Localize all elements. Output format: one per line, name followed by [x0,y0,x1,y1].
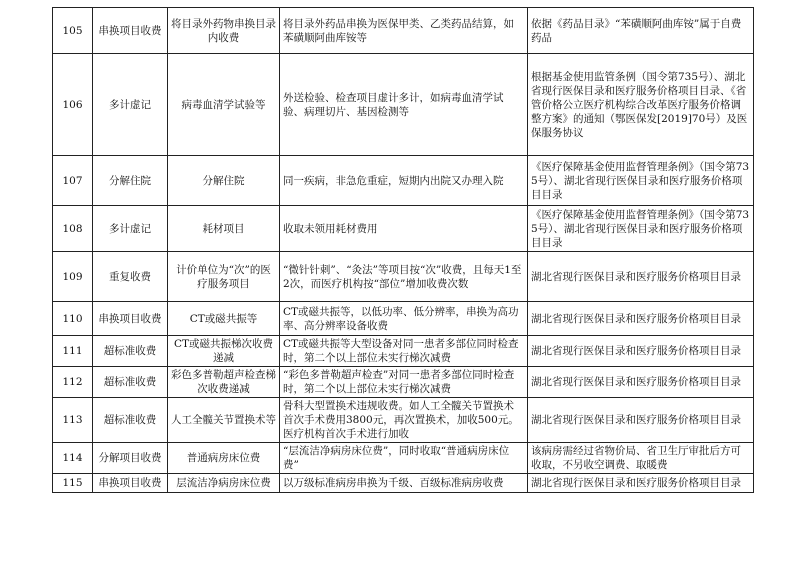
violation-description: CT或磁共振等大型设备对同一患者多部位同时检查时，第二个以上部位未实行梯次减费 [280,336,528,367]
violation-item: 分解住院 [168,156,280,206]
table-row [53,398,754,443]
table-row [53,8,754,54]
violation-item: 耗材项目 [168,206,280,252]
violation-item: 计价单位为“次”的医疗服务项目 [168,252,280,302]
table-row [53,156,754,206]
regulatory-basis: 根据基金使用监管条例（国令第735号）、湖北省现行医保目录和医疗服务价格项目目录、《省管价格公立医疗机构综合改革医疗服务价格调整方案》的通知（鄂医保发[2019]70号）及医保服务协议 [528,54,754,156]
regulatory-basis: 《医疗保障基金使用监督管理条例》（国令第735号）、湖北省现行医保目录和医疗服务价格项目目录 [528,156,754,206]
violation-description: “微针针刺”、“灸法”等项目按“次”收费，且每天1至2次，而医疗机构按“部位”增加收费次数 [280,252,528,302]
row-number: 115 [53,474,93,493]
regulatory-basis: 湖北省现行医保目录和医疗服务价格项目目录 [528,302,754,336]
violation-type: 超标准收费 [93,398,168,443]
regulatory-basis: 湖北省现行医保目录和医疗服务价格项目目录 [528,336,754,367]
fee-violation-table-page [52,7,753,493]
violation-description: CT或磁共振等，以低功率、低分辨率，串换为高功率、高分辨率设备收费 [280,302,528,336]
regulatory-basis: 湖北省现行医保目录和医疗服务价格项目目录 [528,367,754,398]
violation-type: 分解住院 [93,156,168,206]
violation-type: 多计虚记 [93,54,168,156]
row-number: 112 [53,367,93,398]
row-number: 111 [53,336,93,367]
violation-description: 同一疾病，非急危重症，短期内出院又办理入院 [280,156,528,206]
row-number: 108 [53,206,93,252]
row-number: 109 [53,252,93,302]
violation-item: 彩色多普勒超声检查梯次收费递减 [168,367,280,398]
regulatory-basis: 湖北省现行医保目录和医疗服务价格项目目录 [528,252,754,302]
row-number: 105 [53,8,93,54]
table-row [53,474,754,493]
violation-type: 串换项目收费 [93,302,168,336]
violation-type: 多计虚记 [93,206,168,252]
violation-description: 收取未领用耗材费用 [280,206,528,252]
violation-description: 将目录外药品串换为医保甲类、乙类药品结算，如苯磺顺阿曲库铵等 [280,8,528,54]
table-row [53,443,754,474]
row-number: 106 [53,54,93,156]
violation-type: 重复收费 [93,252,168,302]
violation-description: “层流洁净病房床位费”，同时收取“普通病房床位费” [280,443,528,474]
table-row [53,302,754,336]
regulatory-basis: 湖北省现行医保目录和医疗服务价格项目目录 [528,398,754,443]
regulatory-basis: 依据《药品目录》“苯磺顺阿曲库铵”属于自费药品 [528,8,754,54]
violation-description: “彩色多普勒超声检查”对同一患者多部位同时检查时，第二个以上部位未实行梯次减费 [280,367,528,398]
violation-type: 串换项目收费 [93,8,168,54]
table-row [53,336,754,367]
row-number: 114 [53,443,93,474]
violation-description: 以万级标准病房串换为千级、百级标准病房收费 [280,474,528,493]
violation-item: 将目录外药物串换目录内收费 [168,8,280,54]
table-row [53,206,754,252]
regulatory-basis: 《医疗保障基金使用监督管理条例》（国令第735号）、湖北省现行医保目录和医疗服务价格项目目录 [528,206,754,252]
regulatory-basis: 该病房需经过省物价局、省卫生厅审批后方可收取，不另收空调费、取暖费 [528,443,754,474]
violation-type: 超标准收费 [93,336,168,367]
row-number: 110 [53,302,93,336]
violation-item: CT或磁共振梯次收费递减 [168,336,280,367]
violation-item: 病毒血清学试验等 [168,54,280,156]
violation-item: 人工全髋关节置换术等 [168,398,280,443]
violation-type: 分解项目收费 [93,443,168,474]
regulatory-basis: 湖北省现行医保目录和医疗服务价格项目目录 [528,474,754,493]
violation-item: 普通病房床位费 [168,443,280,474]
violation-item: 层流洁净病房床位费 [168,474,280,493]
violation-description: 外送检验、检查项目虚计多计，如病毒血清学试验、病理切片、基因检测等 [280,54,528,156]
violation-item: CT或磁共振等 [168,302,280,336]
fee-violation-table [52,7,754,493]
table-row [53,367,754,398]
row-number: 107 [53,156,93,206]
violation-type: 超标准收费 [93,367,168,398]
table-row [53,252,754,302]
violation-description: 骨科大型置换术违规收费。如人工全髋关节置换术首次手术费用3800元，再次置换术，加收500元。医疗机构首次手术进行加收 [280,398,528,443]
row-number: 113 [53,398,93,443]
violation-type: 串换项目收费 [93,474,168,493]
table-row [53,54,754,156]
